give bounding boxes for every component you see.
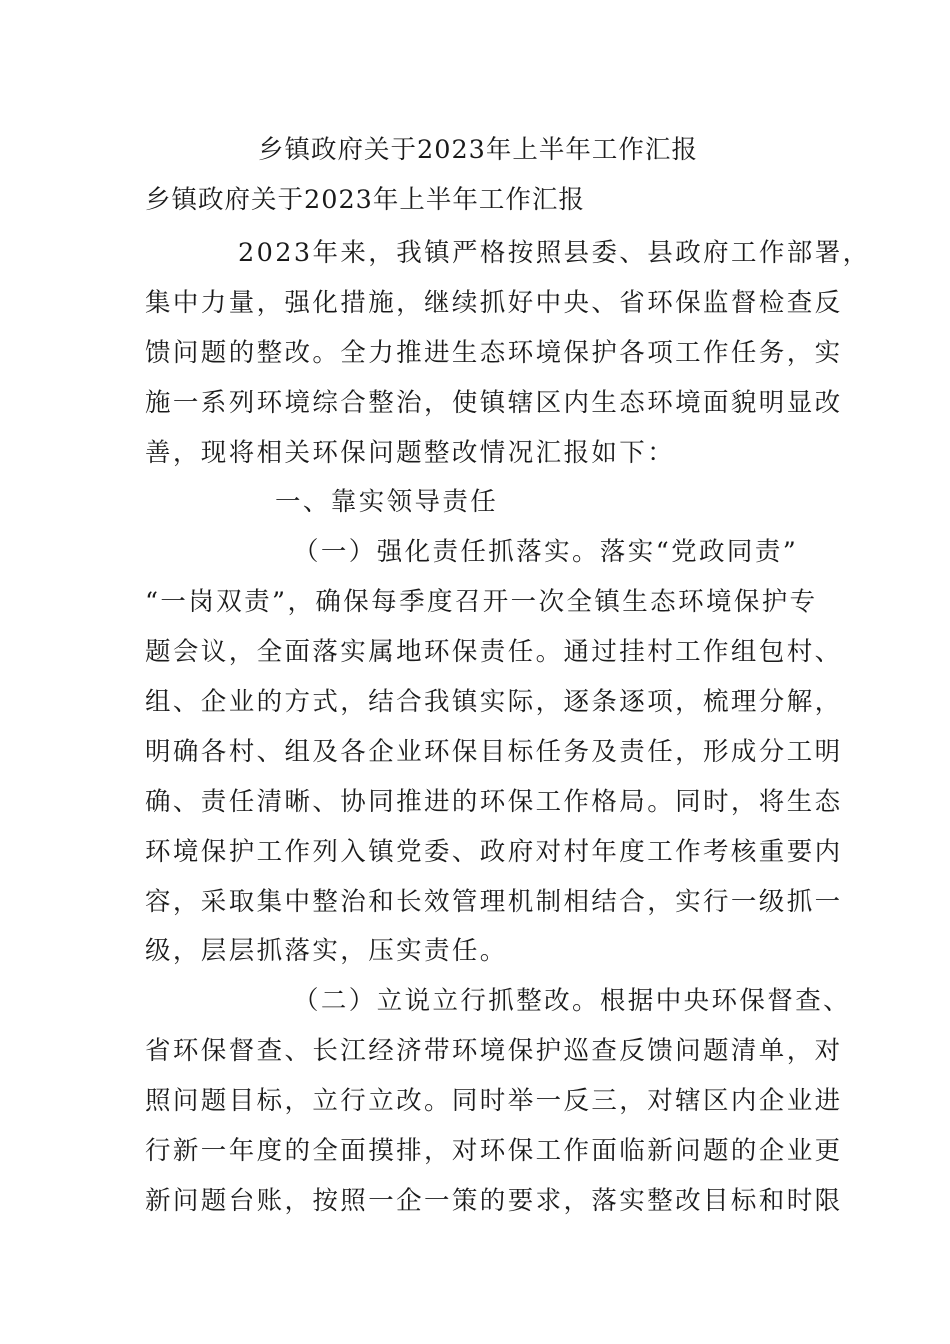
paragraph-line: 题会议，全面落实属地环保责任。通过挂村工作组包村、 (145, 637, 843, 667)
paragraph-line: 施一系列环境综合整治，使镇辖区内生态环境面貌明显改 (145, 388, 843, 418)
paragraph-line: 新问题台账，按照一企一策的要求，落实整改目标和时限 (145, 1186, 843, 1216)
paragraph-line: 2023年来，我镇严格按照县委、县政府工作部署， (238, 238, 871, 268)
paragraph-line: 集中力量，强化措施，继续抓好中央、省环保监督检查反 (145, 288, 843, 318)
paragraph-line: 环境保护工作列入镇党委、政府对村年度工作考核重要内 (145, 837, 843, 867)
document-subtitle: 乡镇政府关于2023年上半年工作汇报 (145, 185, 585, 215)
paragraph-line: “一岗双责”，确保每季度召开一次全镇生态环境保护专 (145, 587, 818, 617)
subsection-heading: （二）立说立行抓整改。根据中央环保督查、 (293, 986, 852, 1016)
paragraph-line: 照问题目标，立行立改。同时举一反三，对辖区内企业进 (145, 1086, 843, 1116)
paragraph-line: 馈问题的整改。全力推进生态环境保护各项工作任务，实 (145, 338, 843, 368)
paragraph-line: 善，现将相关环保问题整改情况汇报如下： (145, 438, 676, 468)
subsection-heading: （一）强化责任抓落实。落实“党政同责” (293, 537, 799, 567)
paragraph-line: 级，层层抓落实，压实责任。 (145, 936, 508, 966)
paragraph-line: 行新一年度的全面摸排，对环保工作面临新问题的企业更 (145, 1136, 843, 1166)
section-heading: 一、靠实领导责任 (275, 487, 499, 517)
paragraph-line: 确、责任清晰、协同推进的环保工作格局。同时，将生态 (145, 787, 843, 817)
document-title: 乡镇政府关于2023年上半年工作汇报 (258, 135, 698, 165)
paragraph-line: 省环保督查、长江经济带环境保护巡查反馈问题清单，对 (145, 1036, 843, 1066)
paragraph-line: 组、企业的方式，结合我镇实际，逐条逐项，梳理分解， (145, 687, 843, 717)
paragraph-line: 容，采取集中整治和长效管理机制相结合，实行一级抓一 (145, 887, 843, 917)
paragraph-line: 明确各村、组及各企业环保目标任务及责任，形成分工明 (145, 737, 843, 767)
